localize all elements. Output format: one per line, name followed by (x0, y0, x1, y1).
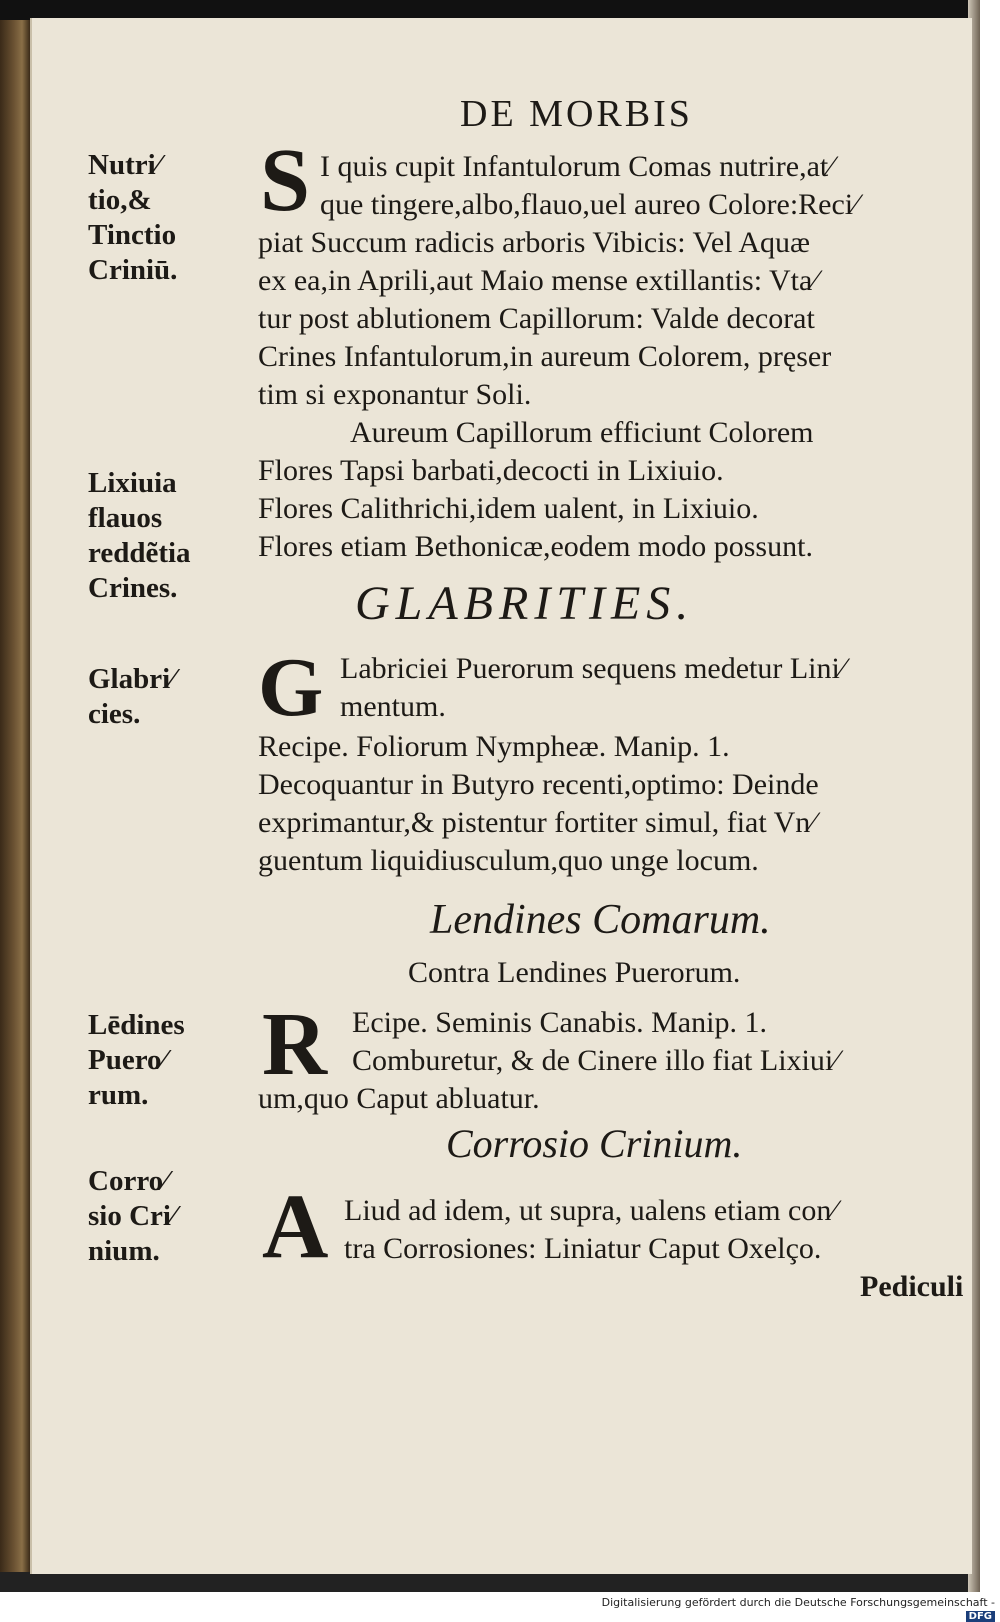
paragraph-corrosio: Liud ad idem, ut supra, ualens etiam con⁄ tra Corrosiones: Liniatur Caput Oxelço. (344, 1194, 837, 1265)
running-head: DE MORBIS (460, 93, 693, 135)
drop-cap-a: A (262, 1175, 329, 1277)
subheading-lendines: Contra Lendines Puerorum. (408, 956, 741, 989)
margin-note-nutritio: Nutri⁄ tio,& Tinctio Criniū. (88, 149, 178, 286)
drop-cap-s: S (260, 131, 311, 230)
margin-note-lixiuia: Lixiuia flauos reddẽtia Crines. (88, 467, 191, 604)
digitization-credit: Digitalisierung gefördert durch die Deutsche Forschungsgemeinschaft -DFG (601, 1596, 995, 1622)
heading-corrosio: Corrosio Crinium. (446, 1121, 743, 1166)
drop-cap-g: G (258, 641, 324, 734)
paragraph-aureum: Aureum Capillorum efficiunt Colorem Flores Tapsi barbati,decocti in Lixiuio. Flores Calithrichi,idem ualent, in Lixiuio. Flores etiam Bethonicæ,eodem modo possunt. (258, 416, 814, 563)
paragraph-nutritio: I quis cupit Infantulorum Comas nutrire,at⁄ que tingere,albo,flauo,uel aureo Colore:Reci⁄ piat Succum radicis arboris Vibicis: Vel Aquæ ex ea,in Aprili,aut Maio mense extillantis: Vta⁄ tur post ablutionem Capillorum: Valde decorat Crines Infantulorum,in aureum Colorem, pręser tim si exponantur Soli. (258, 150, 859, 411)
margin-note-glabricies: Glabri⁄ cies. (88, 663, 176, 730)
paragraph-lendines: Ecipe. Seminis Canabis. Manip. 1. Comburetur, & de Cinere illo fiat Lixiui⁄ um,quo Caput abluatur. (258, 1006, 839, 1115)
margin-note-lendines: Lēdines Puero⁄ rum. (88, 1009, 185, 1111)
heading-glabrities: GLABRITIES. (355, 577, 695, 630)
margin-note-corrosio: Corro⁄ sio Cri⁄ nium. (88, 1165, 176, 1267)
scan-top-border (0, 0, 980, 20)
drop-cap-r: R (262, 995, 327, 1094)
paragraph-glabricies-recipe: Recipe. Foliorum Nympheæ. Manip. 1. Decoquantur in Butyro recenti,optimo: Deinde exprimantur,& pistentur fortiter simul, fiat Vn⁄ guentum liquidiusculum,quo unge locum. (258, 730, 819, 877)
catchword: Pediculi (860, 1270, 964, 1303)
paragraph-glabricies-intro: Labriciei Puerorum sequens medetur Lini⁄ mentum. (340, 652, 845, 723)
heading-lendines: Lendines Comarum. (430, 897, 771, 943)
dfg-logo: DFG (966, 1611, 995, 1622)
scan-bottom-border (0, 1572, 980, 1592)
